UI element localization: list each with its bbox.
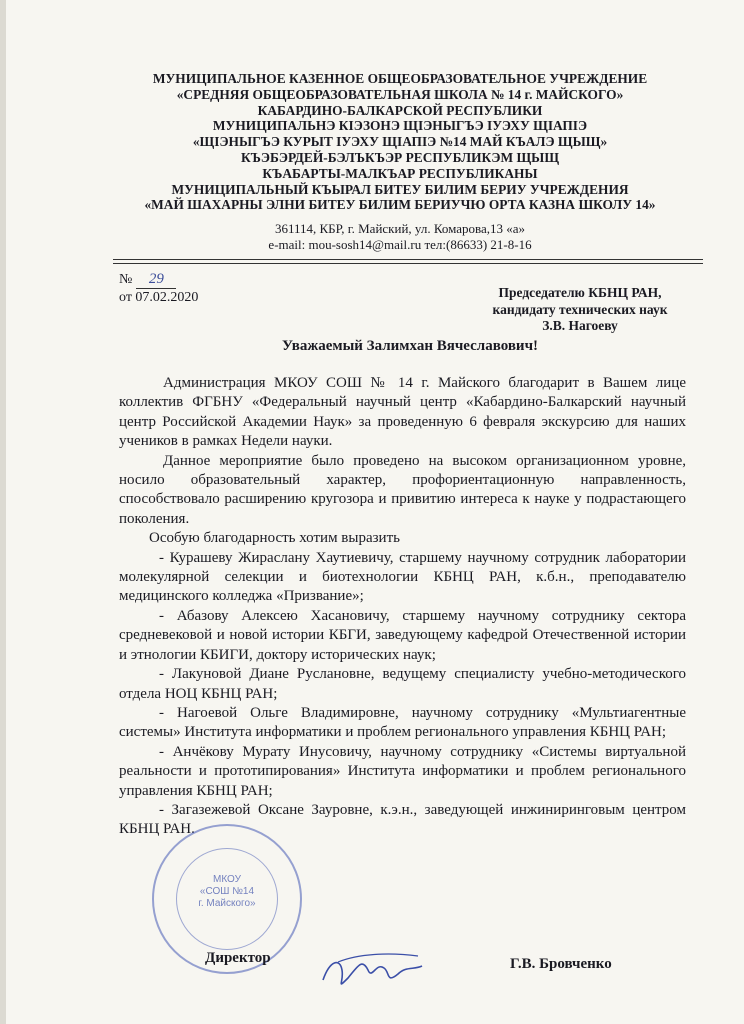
list-item: - Лакуновой Диане Руслановне, ведущему специалисту учебно-методического отдела НОЦ КБНЦ РАН; — [119, 666, 686, 702]
stamp-text — [154, 874, 300, 910]
header-divider — [113, 259, 703, 260]
letterhead-line: МУНИЦИПАЛЬНОЕ КАЗЕННОЕ ОБЩЕОБРАЗОВАТЕЛЬНОЕ УЧРЕЖДЕНИЕ — [152, 71, 648, 86]
signatory-name: Г.В. Бровченко — [510, 956, 612, 972]
letterhead-line: КАБАРДИНО-БАЛКАРСКОЙ РЕСПУБЛИКИ — [257, 102, 543, 118]
salutation: Уважаемый Залимхан Вячеславович! — [281, 338, 539, 354]
addressee-block — [440, 285, 720, 335]
handwritten-number: 29 — [136, 271, 176, 289]
letterhead-line: «МАЙ ШАХАРНЫ ЭЛНИ БИТЕУ БИЛИМ БЕРИУЧЮ ОРТА КАЗНА ШКОЛУ 14» — [144, 197, 656, 213]
outgoing-date: от 07.02.2020 — [119, 290, 199, 305]
list-item: - Анчёкову Мурату Инусовичу, научному сотруднику «Системы виртуальной реальности и прототипирования» Института информатики и проблем регионального управления КБНЦ РАН; — [119, 743, 686, 799]
signatory-title: Директор — [205, 950, 271, 966]
letterhead-line: КЪЭБЭРДЕЙ-БЭЛЪКЪЭР РЕСПУБЛИКЭМ ЩЫЩ — [240, 149, 560, 165]
body-paragraph: Администрация МКОУ СОШ № 14 г. Майского благодарит в Вашем лице коллектив ФГБНУ «Федеральный научный центр «Кабардино-Балкарский научный центр Российской Академии Наук» за проведенную 6 февраля экскурсию для наших учеников в рамках Недели науки. — [119, 375, 686, 450]
addressee-line: З.В. Нагоеву — [542, 318, 618, 333]
body-paragraph: Особую благодарность хотим выразить — [149, 530, 400, 547]
letterhead-line: КЪАБАРТЫ-МАЛКЪАР РЕСПУБЛИКАНЫ — [262, 165, 538, 181]
stamp-line: г. Майского» — [198, 898, 256, 909]
letterhead-contacts — [100, 221, 700, 253]
stamp-line: МКОУ — [213, 874, 241, 885]
outgoing-number — [119, 271, 176, 289]
scan-edge — [0, 0, 6, 1024]
letterhead-line: МУНИЦИПАЛЬНЭ КIЭЗОНЭ ЩIЭНЫГЪЭ IУЭХУ ЩIАПIЭ — [212, 118, 588, 134]
letterhead-line: МУНИЦИПАЛЬНЫЙ КЪЫРАЛ БИТЕУ БИЛИМ БЕРИУ УЧРЕЖДЕНИЯ — [171, 181, 629, 197]
letterhead — [100, 71, 700, 213]
letter-body — [119, 374, 686, 840]
handwritten-signature — [318, 940, 428, 1000]
list-item: - Загазежевой Оксане Зауровне, к.э.н., заведующей инжиниринговым центром КБНЦ РАН. — [119, 801, 686, 838]
body-paragraph: Данное мероприятие было проведено на высоком организационном уровне, носило образовательный характер, профориентационную направленность, способствовало расширению кругозора и привитию интереса к науке у подрастающего поколения. — [119, 452, 686, 527]
postal-address: 361114, КБР, г. Майский, ул. Комарова,13 «а» — [274, 221, 526, 236]
stamp-line: «СОШ №14 — [199, 886, 255, 897]
addressee-line: кандидату технических наук — [492, 301, 668, 317]
number-label: № — [119, 272, 133, 287]
list-item: - Нагоевой Ольге Владимировне, научному сотруднику «Мультиагентные системы» Института информатики и проблем регионального управления КБНЦ РАН; — [119, 704, 686, 741]
letterhead-line: «СРЕДНЯЯ ОБЩЕОБРАЗОВАТЕЛЬНАЯ ШКОЛА № 14 г. МАЙСКОГО» — [176, 86, 624, 102]
list-item: - Абазову Алексею Хасановичу, старшему научному сотруднику сектора средневековой и новой истории КБГИ, заведующему кафедрой Отечественной истории и этнологии КБИГИ, доктору исторических наук; — [119, 607, 686, 663]
header-divider — [113, 263, 703, 264]
contact-line: e-mail: mou-sosh14@mail.ru тел:(86633) 21-8-16 — [268, 237, 532, 252]
list-item: - Курашеву Жираслану Хаутиевичу, старшему научному сотрудник лаборатории молекулярной селекции и биотехнологии КБНЦ РАН, к.б.н., преподавателю медицинского колледжа «Призвание»; — [119, 549, 686, 605]
addressee-line: Председателю КБНЦ РАН, — [498, 285, 662, 300]
letterhead-line: «ЩIЭНЫГЪЭ КУРЫТ IУЭХУ ЩIАПIЭ №14 МАЙ КЪАЛЭ ЩЫЩ» — [192, 134, 608, 150]
